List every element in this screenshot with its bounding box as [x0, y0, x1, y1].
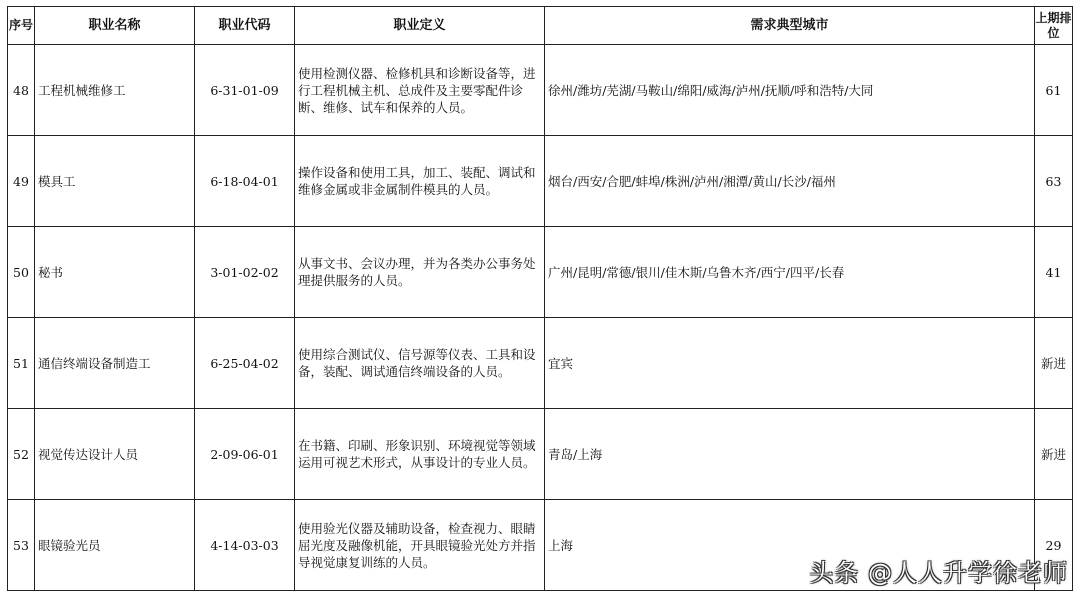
- row-occupation-code: 4-14-03-03: [195, 500, 295, 591]
- row-seq: 51: [8, 318, 35, 409]
- row-prev-rank: 61: [1035, 45, 1073, 136]
- row-occupation-name: 秘书: [35, 227, 195, 318]
- header-cities: 需求典型城市: [545, 7, 1035, 45]
- row-occupation-name: 视觉传达设计人员: [35, 409, 195, 500]
- row-cities: 上海: [545, 500, 1035, 591]
- row-prev-rank: 新进: [1035, 409, 1073, 500]
- row-definition: 使用验光仪器及辅助设备，检查视力、眼睛屈光度及融像机能，开具眼镜验光处方并指导视觉康复训练的人员。: [295, 500, 545, 591]
- row-cities: 烟台/西安/合肥/蚌埠/株洲/泸州/湘潭/黄山/长沙/福州: [545, 136, 1035, 227]
- table-row: [8, 45, 1073, 136]
- row-definition: 操作设备和使用工具，加工、装配、调试和维修金属或非金属制件模具的人员。: [295, 136, 545, 227]
- header-code: 职业代码: [195, 7, 295, 45]
- header-prev-rank: 上期排位: [1035, 7, 1073, 45]
- row-cities: 宜宾: [545, 318, 1035, 409]
- row-cities: 青岛/上海: [545, 409, 1035, 500]
- watermark: 头条 @人人升学徐老师: [809, 559, 1068, 587]
- row-occupation-code: 2-09-06-01: [195, 409, 295, 500]
- row-occupation-code: 6-18-04-01: [195, 136, 295, 227]
- table-row: [8, 227, 1073, 318]
- table-row: [8, 318, 1073, 409]
- row-prev-rank: 63: [1035, 136, 1073, 227]
- table-body: [8, 45, 1073, 591]
- header-name: 职业名称: [35, 7, 195, 45]
- row-cities: 广州/昆明/常德/银川/佳木斯/乌鲁木齐/西宁/四平/长春: [545, 227, 1035, 318]
- row-occupation-code: 3-01-02-02: [195, 227, 295, 318]
- row-seq: 53: [8, 500, 35, 591]
- row-seq: 49: [8, 136, 35, 227]
- row-definition: 使用检测仪器、检修机具和诊断设备等，进行工程机械主机、总成件及主要零配件诊断、维修、试车和保养的人员。: [295, 45, 545, 136]
- row-prev-rank: 29: [1035, 500, 1073, 591]
- header-definition: 职业定义: [295, 7, 545, 45]
- header-seq: 序号: [8, 7, 35, 45]
- header-row: [8, 7, 1073, 45]
- row-definition: 从事文书、会议办理，并为各类办公事务处理提供服务的人员。: [295, 227, 545, 318]
- row-prev-rank: 41: [1035, 227, 1073, 318]
- row-occupation-code: 6-31-01-09: [195, 45, 295, 136]
- row-seq: 50: [8, 227, 35, 318]
- row-occupation-code: 6-25-04-02: [195, 318, 295, 409]
- row-occupation-name: 通信终端设备制造工: [35, 318, 195, 409]
- row-prev-rank: 新进: [1035, 318, 1073, 409]
- row-occupation-name: 模具工: [35, 136, 195, 227]
- row-definition: 使用综合测试仪、信号源等仪表、工具和设备，装配、调试通信终端设备的人员。: [295, 318, 545, 409]
- table-row: [8, 409, 1073, 500]
- row-seq: 48: [8, 45, 35, 136]
- row-occupation-name: 工程机械维修工: [35, 45, 195, 136]
- row-seq: 52: [8, 409, 35, 500]
- row-definition: 在书籍、印刷、形象识别、环境视觉等领域运用可视艺术形式，从事设计的专业人员。: [295, 409, 545, 500]
- occupation-table: [7, 6, 1073, 591]
- row-cities: 徐州/潍坊/芜湖/马鞍山/绵阳/威海/泸州/抚顺/呼和浩特/大同: [545, 45, 1035, 136]
- row-occupation-name: 眼镜验光员: [35, 500, 195, 591]
- table-row: [8, 136, 1073, 227]
